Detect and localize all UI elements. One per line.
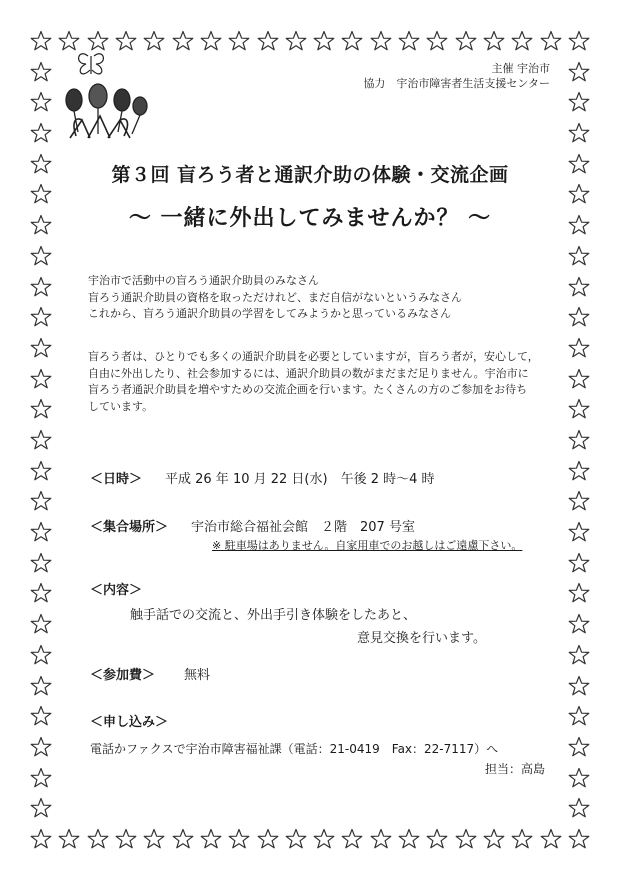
star-icon — [143, 828, 165, 850]
star-icon — [426, 30, 448, 52]
star-icon — [30, 337, 52, 359]
star-icon — [568, 306, 590, 328]
fee-value: 無料 — [184, 668, 211, 683]
place-label: ＜集合場所＞ — [90, 520, 169, 535]
star-icon — [341, 828, 363, 850]
star-icon — [172, 30, 194, 52]
star-icon — [568, 91, 590, 113]
star-icon — [30, 460, 52, 482]
description-line-4: しています。 — [88, 399, 154, 413]
description-line-3: 盲ろう者通訳介助員を増やすための交流企画を行います。たくさんの方のご参加をお待ち — [88, 383, 528, 396]
star-icon — [341, 30, 363, 52]
star-icon — [483, 828, 505, 850]
intro-block — [88, 273, 462, 323]
star-icon — [30, 797, 52, 819]
star-icon — [568, 582, 590, 604]
star-icon — [398, 30, 420, 52]
star-icon — [568, 122, 590, 144]
star-icon — [483, 30, 505, 52]
star-icon — [58, 828, 80, 850]
star-icon — [200, 828, 222, 850]
star-icon — [30, 736, 52, 758]
star-icon — [30, 30, 52, 52]
star-icon — [228, 828, 250, 850]
star-icon — [30, 644, 52, 666]
star-icon — [285, 30, 307, 52]
star-icon — [568, 368, 590, 390]
star-icon — [30, 276, 52, 298]
description-line-2: 自由に外出したり、社会参加するには、通訳介助員の数がまだまだ足りません。宇治市に — [88, 366, 529, 380]
star-icon — [115, 30, 137, 52]
star-icon — [398, 828, 420, 850]
star-icon — [568, 797, 590, 819]
star-icon — [30, 705, 52, 727]
apply-value: 電話かファクスで宇治市障害福祉課（電話：21-0419 Fax：22-7117）へ — [90, 742, 499, 756]
star-icon — [313, 30, 335, 52]
star-icon — [568, 644, 590, 666]
star-icon — [30, 521, 52, 543]
star-icon — [568, 490, 590, 512]
star-icon — [30, 91, 52, 113]
star-icon — [30, 675, 52, 697]
star-icon — [200, 30, 222, 52]
star-icon — [30, 368, 52, 390]
event-title: 第３回 盲ろう者と通訳介助の体験・交流企画 — [111, 164, 509, 186]
star-icon — [87, 30, 109, 52]
star-icon — [568, 675, 590, 697]
star-icon — [285, 828, 307, 850]
star-icon — [257, 30, 279, 52]
fee-label: ＜参加費＞ — [90, 668, 156, 683]
star-icon — [30, 613, 52, 635]
intro-line-1: 宇治市で活動中の盲ろう通訳介助員のみなさん — [88, 274, 319, 287]
date-label: ＜日時＞ — [90, 472, 143, 487]
date-value: 平成 26 年 10 月 22 日(水) 午後 2 時～4 時 — [165, 472, 435, 487]
star-icon — [540, 828, 562, 850]
star-icon — [313, 828, 335, 850]
contact-person: 担当：高島 — [484, 762, 545, 776]
star-icon — [257, 828, 279, 850]
tulip-butterfly-illustration — [60, 50, 150, 142]
star-icon — [30, 490, 52, 512]
star-icon — [228, 30, 250, 52]
star-icon — [568, 705, 590, 727]
star-icon — [30, 306, 52, 328]
apply-label: ＜申し込み＞ — [90, 715, 169, 730]
star-icon — [30, 582, 52, 604]
star-icon — [455, 828, 477, 850]
star-icon — [511, 828, 533, 850]
cooperation-text: 協力 宇治市障害者生活支援センター — [363, 77, 550, 90]
star-icon — [568, 613, 590, 635]
star-icon — [30, 61, 52, 83]
star-icon — [511, 30, 533, 52]
intro-line-3: これから、盲ろう通訳介助員の学習をしてみようかと思っているみなさん — [88, 307, 451, 320]
star-icon — [568, 61, 590, 83]
star-icon — [30, 552, 52, 574]
star-icon — [568, 30, 590, 52]
star-icon — [30, 122, 52, 144]
star-icon — [30, 828, 52, 850]
star-icon — [568, 521, 590, 543]
content-label: ＜内容＞ — [90, 583, 143, 598]
star-icon — [370, 30, 392, 52]
star-icon — [568, 276, 590, 298]
organizer-text: 主催 宇治市 — [491, 62, 550, 75]
star-icon — [370, 828, 392, 850]
star-icon — [568, 337, 590, 359]
star-icon — [87, 828, 109, 850]
star-icon — [568, 398, 590, 420]
star-icon — [568, 245, 590, 267]
star-icon — [115, 828, 137, 850]
star-icon — [30, 767, 52, 789]
star-icon — [172, 828, 194, 850]
star-icon — [568, 429, 590, 451]
star-icon — [568, 552, 590, 574]
star-icon — [30, 245, 52, 267]
star-icon — [568, 767, 590, 789]
content-line-1: 触手話での交流と、外出手引き体験をしたあと、 — [130, 608, 417, 623]
description-block — [88, 349, 539, 415]
star-icon — [143, 30, 165, 52]
content-line-2: 意見交換を行います。 — [357, 631, 486, 646]
description-line-1: 盲ろう者は、ひとりでも多くの通訳介助員を必要としていますが，盲ろう者が，安心して， — [88, 350, 539, 363]
star-icon — [568, 460, 590, 482]
parking-note: ※ 駐車場はありません。自家用車でのお越しはご遠慮下さい。 — [212, 539, 523, 552]
place-value: 宇治市総合福祉会館 ２階 207 号室 — [191, 520, 415, 535]
star-icon — [455, 30, 477, 52]
event-subtitle: ～ 一緒に外出してみませんか？ ～ — [128, 206, 492, 231]
star-icon — [568, 736, 590, 758]
star-icon — [540, 30, 562, 52]
intro-line-2: 盲ろう通訳介助員の資格を取っただけれど、まだ自信がないというみなさん — [88, 290, 462, 304]
star-icon — [30, 429, 52, 451]
star-icon — [30, 398, 52, 420]
star-icon — [426, 828, 448, 850]
star-icon — [58, 30, 80, 52]
star-icon — [568, 828, 590, 850]
